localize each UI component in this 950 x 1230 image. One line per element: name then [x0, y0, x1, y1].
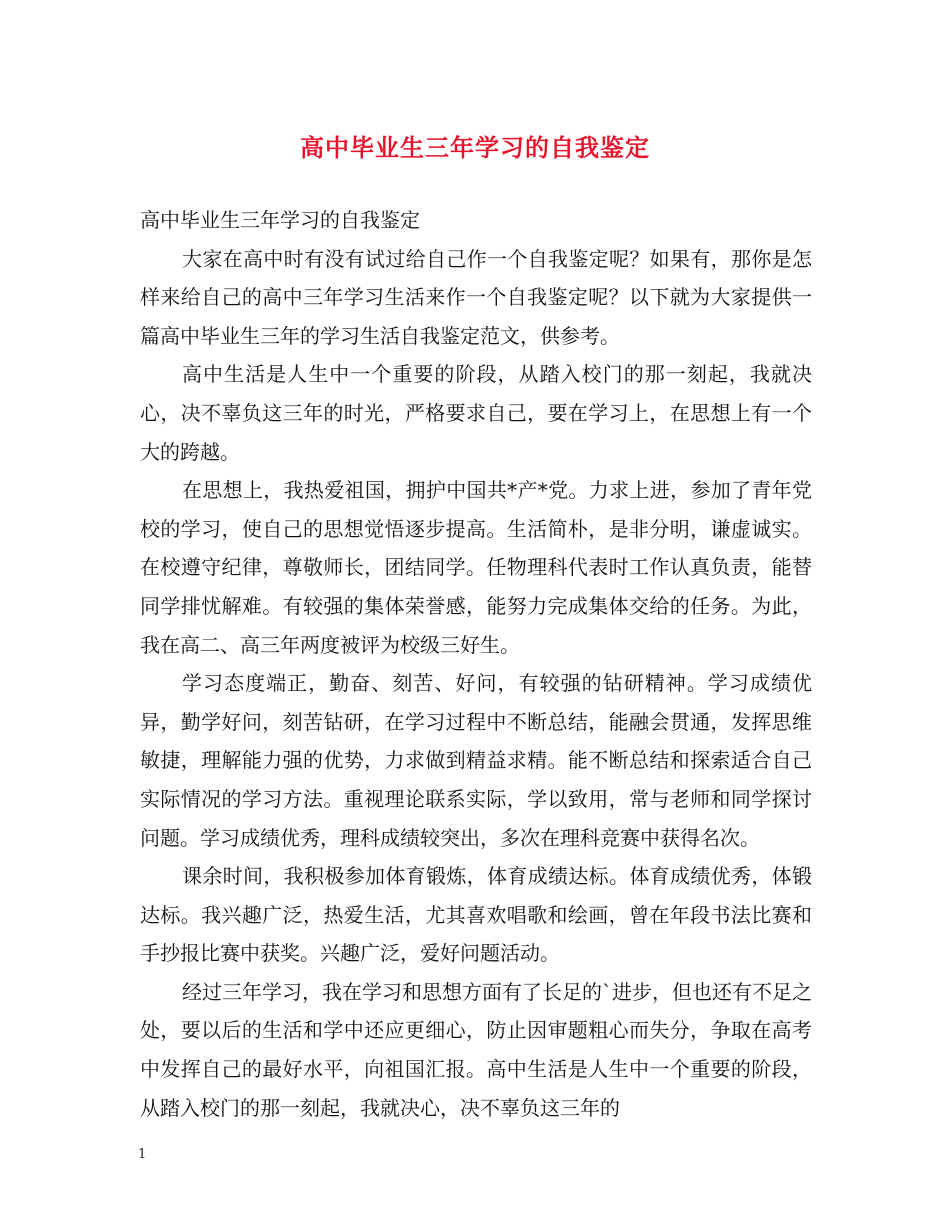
paragraph-intro: 大家在高中时有没有试过给自己作一个自我鉴定呢？如果有，那你是怎样来给自己的高中三年学习生活来作一个自我鉴定呢？以下就为大家提供一篇高中毕业生三年的学习生活自我鉴定范文，供参考。 — [140, 246, 812, 348]
paragraph-summary: 经过三年学习，我在学习和思想方面有了长足的`进步，但也还有不足之处，要以后的生活和学中还应更细心，防止因审题粗心而失分，争取在高考中发挥自己的最好水平，向祖国汇报。高中生活是人生中一个重要的阶段，从踏入校门的那一刻起，我就决心，决不辜负这三年的 — [140, 979, 812, 1120]
paragraph-extracurricular: 课余时间，我积极参加体育锻炼，体育成绩达标。体育成绩优秀，体锻达标。我兴趣广泛，热爱生活，尤其喜欢唱歌和绘画，曾在年段书法比赛和手抄报比赛中获奖。兴趣广泛，爱好问题活动。 — [140, 864, 812, 966]
paragraph-study-attitude: 学习态度端正，勤奋、刻苦、好问，有较强的钻研精神。学习成绩优异，勤学好问，刻苦钻研，在学习过程中不断总结，能融会贯通，发挥思维敏捷，理解能力强的优势，力求做到精益求精。能不断总结和探索适合自己实际情况的学习方法。重视理论联系实际，学以致用，常与老师和同学探讨问题。学习成绩优秀，理科成绩较突出，多次在理科竞赛中获得名次。 — [140, 671, 812, 850]
body-subtitle: 高中毕业生三年学习的自我鉴定 — [140, 208, 420, 232]
document-body — [140, 201, 812, 1127]
paragraph-high-school-life: 高中生活是人生中一个重要的阶段，从踏入校门的那一刻起，我就决心，决不辜负这三年的时光，严格要求自己，要在学习上，在思想上有一个大的跨越。 — [140, 362, 812, 464]
page-number: 1 — [138, 1147, 147, 1162]
paragraph-ideology: 在思想上，我热爱祖国，拥护中国共*产*党。力求上进，参加了青年党校的学习，使自己的思想觉悟逐步提高。生活简朴，是非分明，谦虚诚实。在校遵守纪律，尊敬师长，团结同学。任物理科代表时工作认真负责，能替同学排忧解难。有较强的集体荣誉感，能努力完成集体交给的任务。为此，我在高二、高三年两度被评为校级三好生。 — [140, 478, 812, 657]
document-title: 高中毕业生三年学习的自我鉴定 — [300, 133, 650, 162]
